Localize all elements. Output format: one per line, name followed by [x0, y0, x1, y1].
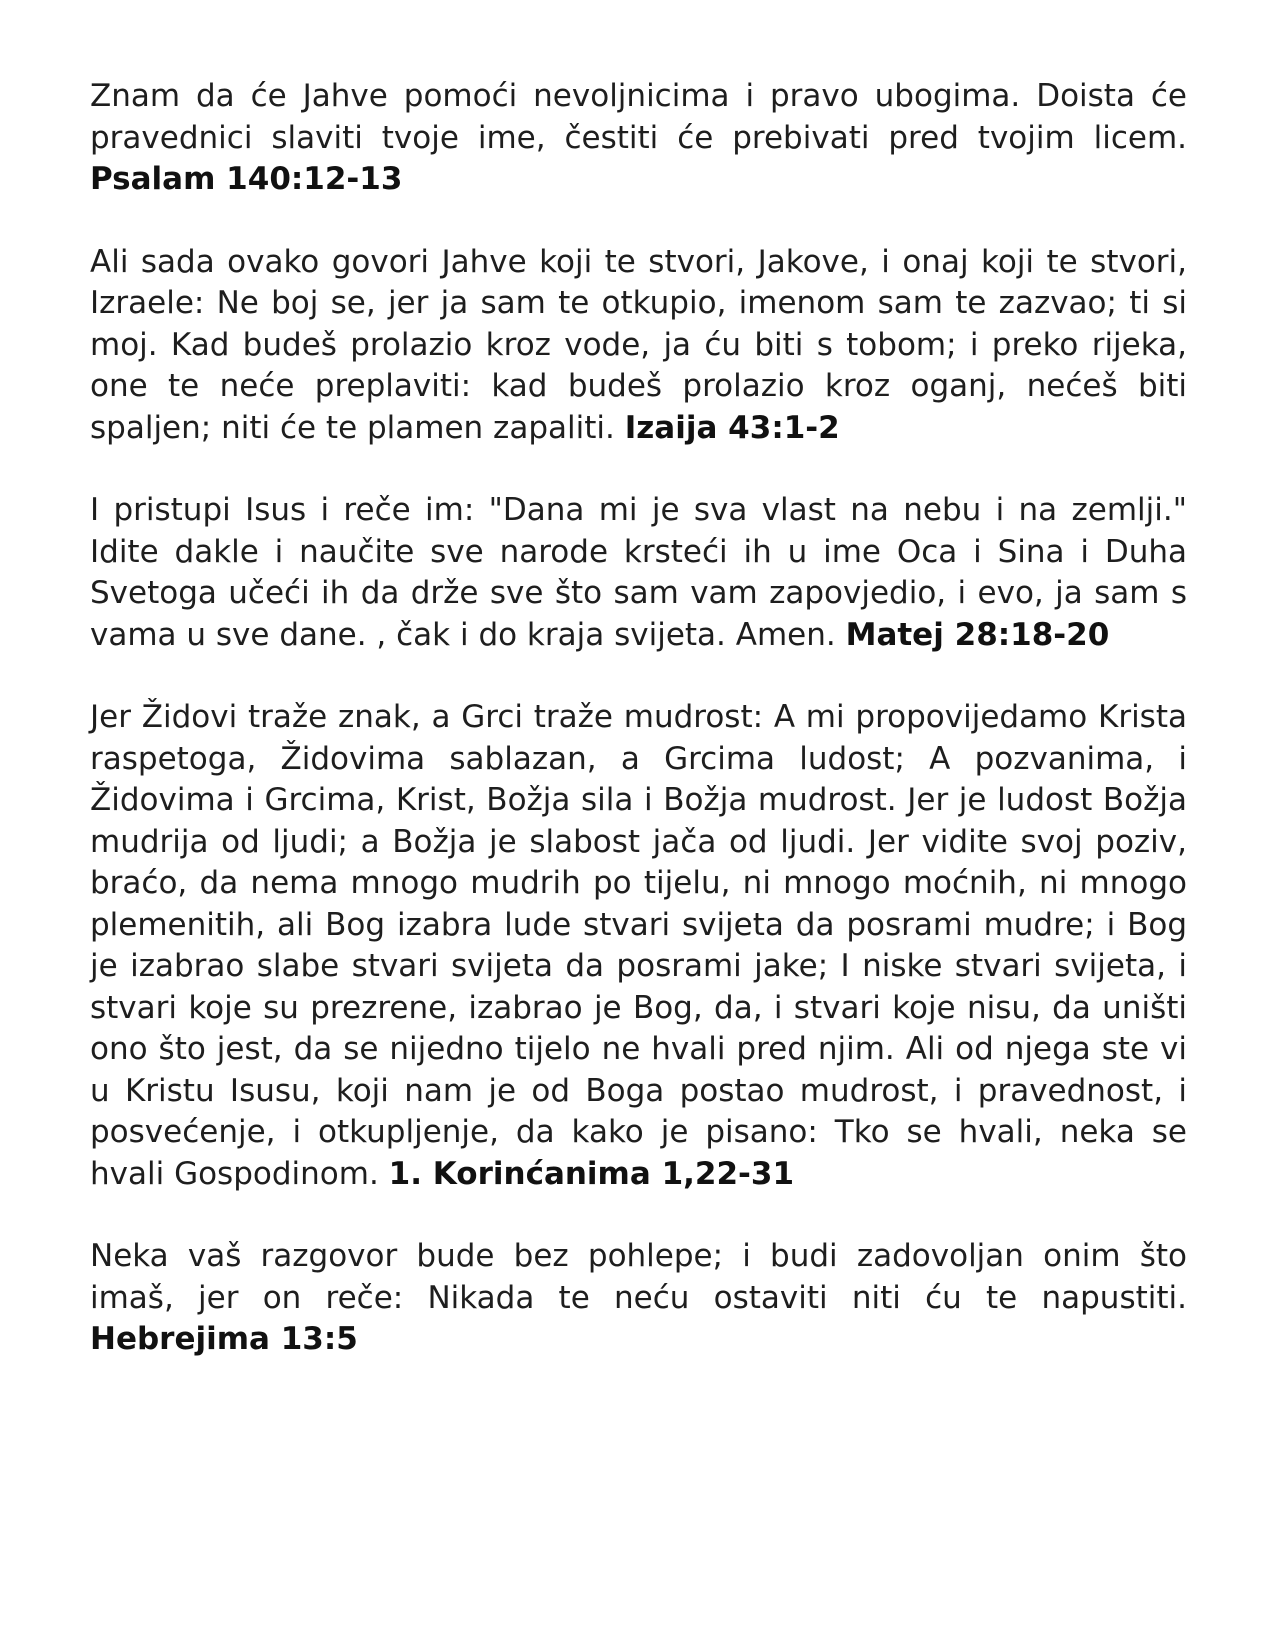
verse-text: Znam da će Jahve pomoći nevoljnicima i pravo ubogima. Doista će pravednici slaviti tvoje ime, čestiti će prebivati pred tvojim licem.	[90, 78, 1187, 156]
verse-reference: 1. Korinćanima 1,22-31	[388, 1155, 795, 1192]
verse-reference: Psalam 140:12-13	[90, 161, 403, 197]
passage-korincanima	[90, 697, 1187, 1195]
verse-reference: Izaija 43:1-2	[624, 409, 840, 446]
verse-reference: Matej 28:18-20	[845, 616, 1110, 653]
document-body	[90, 76, 1187, 1402]
passage-hebrejima	[90, 1236, 1187, 1361]
verse-reference: Hebrejima 13:5	[90, 1321, 358, 1357]
verse-text: Ali sada ovako govori Jahve koji te stvori, Jakove, i onaj koji te stvori, Izraele: Ne boj se, jer ja sam te otkupio, imenom sam te zazvao; ti si moj. Kad budeš prolazio kroz vode, ja ću biti s tobom; i preko rijeka, one te neće preplaviti: kad budeš prolazio kroz oganj, nećeš biti spaljen; niti će te plamen zapaliti.	[90, 243, 1187, 446]
passage-matej	[90, 490, 1187, 656]
verse-text: Jer Židovi traže znak, a Grci traže mudrost: A mi propovijedamo Krista raspetoga, Židovima sablazan, a Grcima ludost; A pozvanima, i Židovima i Grcima, Krist, Božja sila i Božja mudrost. Jer je ludost Božja mudrija od ljudi; a Božja je slabost jača od ljudi. Jer vidite svoj poziv, braćo, da nema mnogo mudrih po tijelu, ni mnogo moćnih, ni mnogo plemenitih, ali Bog izabra lude stvari svijeta da posrami mudre; i Bog je izabrao slabe stvari svijeta da posrami jake; I niske stvari svijeta, i stvari koje su prezrene, izabrao je Bog, da, i stvari koje nisu, da uništi ono što jest, da se nijedno tijelo ne hvali pred njim. Ali od njega ste vi u Kristu Isusu, koji nam je od Boga postao mudrost, i pravednost, i posvećenje, i otkupljenje, da kako je pisano: Tko se hvali, neka se hvali Gospodinom.	[90, 699, 1187, 1192]
verse-text: Neka vaš razgovor bude bez pohlepe; i budi zadovoljan onim što imaš, jer on reče: Nikada te neću ostaviti niti ću te napustiti.	[90, 1238, 1187, 1316]
passage-izaija	[90, 242, 1187, 450]
passage-psalam	[90, 76, 1187, 201]
verse-text: I pristupi Isus i reče im: "Dana mi je sva vlast na nebu i na zemlji." Idite dakle i naučite sve narode krsteći ih u ime Oca i Sina i Duha Svetoga učeći ih da drže sve što sam vam zapovjedio, i evo, ja sam s vama u sve dane. , čak i do kraja svijeta. Amen.	[90, 492, 1187, 653]
